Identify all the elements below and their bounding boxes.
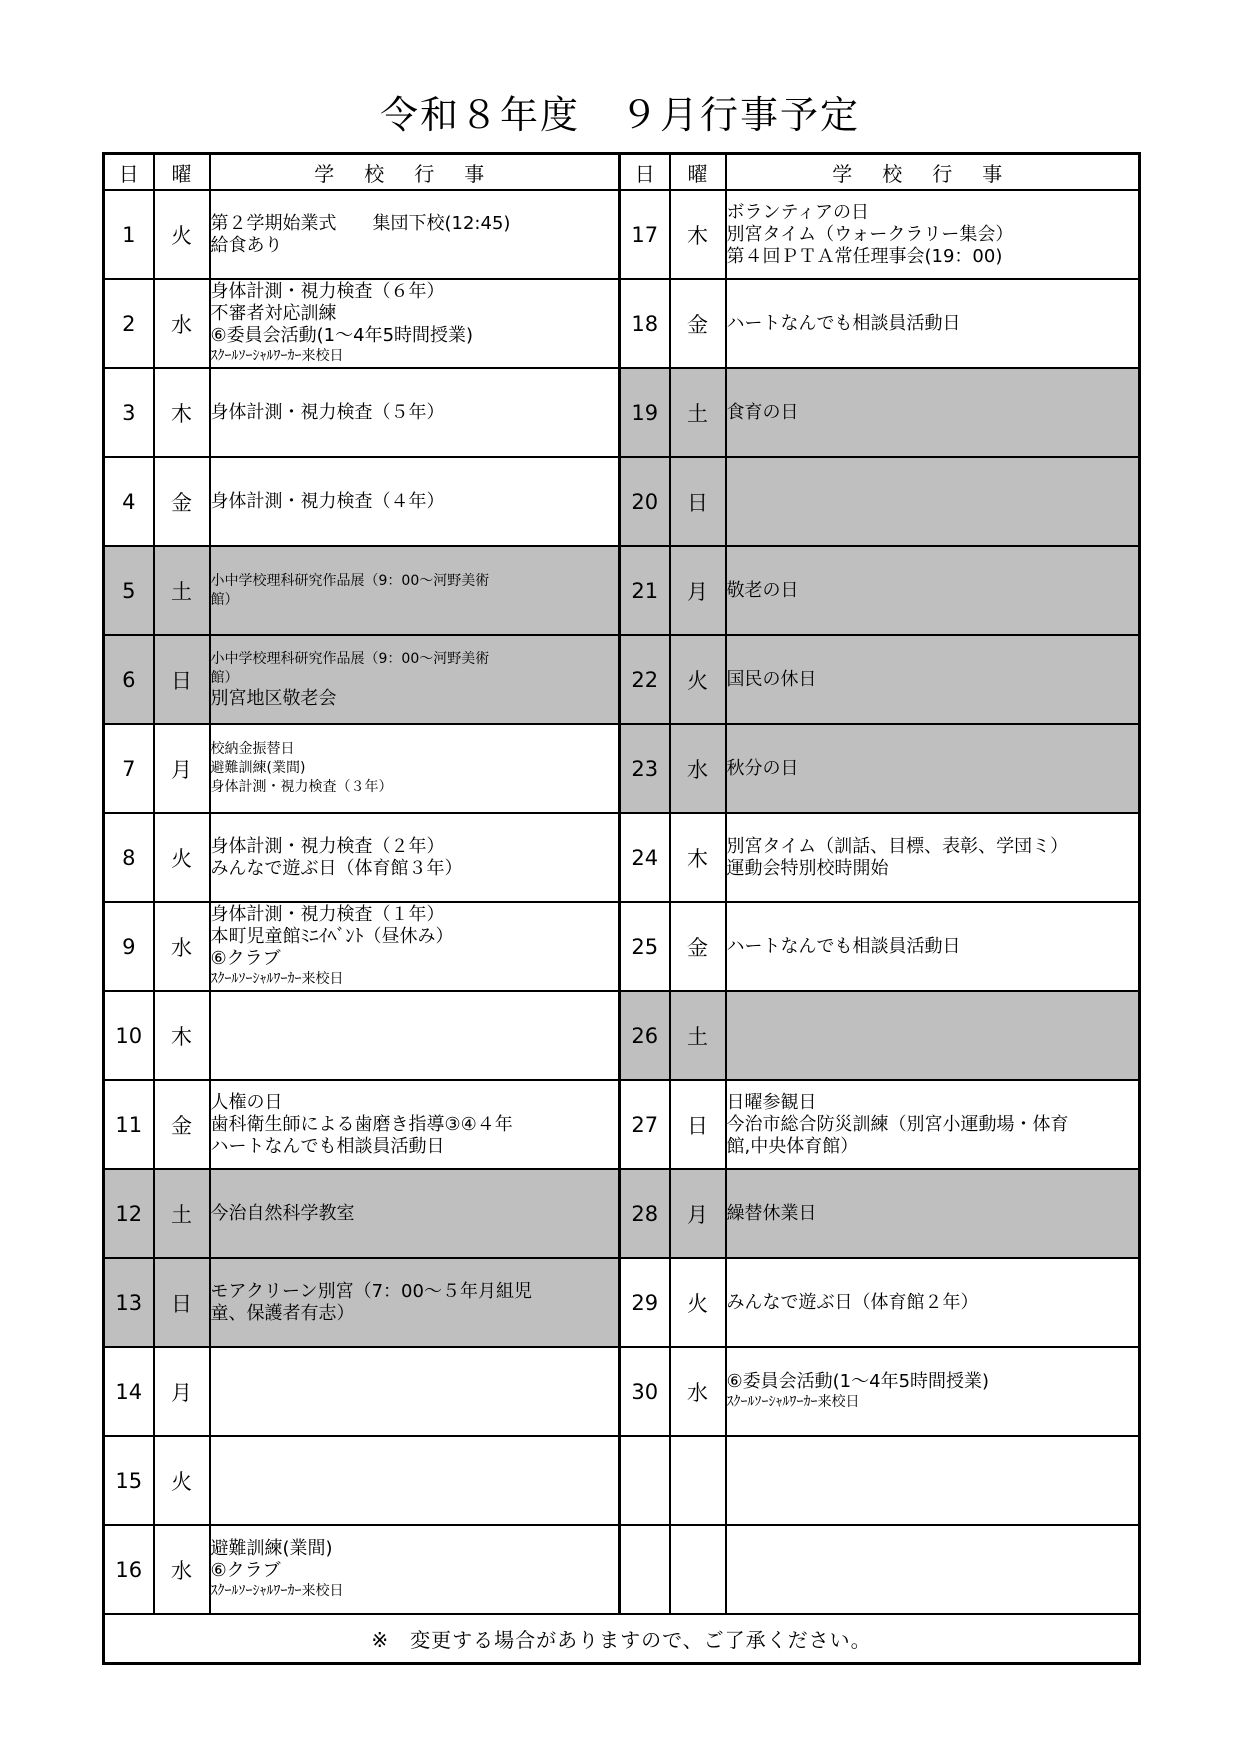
event-line: 別宮地区敬老会 [210, 687, 337, 709]
day-number: 17 [620, 190, 670, 279]
event-line: 敬老の日 [726, 579, 799, 601]
weekday: 土 [154, 546, 210, 635]
event-cell [210, 190, 620, 279]
day-number: 24 [620, 813, 670, 902]
event-cell [210, 1080, 620, 1169]
event-cell [726, 902, 1140, 991]
event-line: ハートなんでも相談員活動日 [726, 312, 961, 334]
event-cell [210, 1347, 620, 1436]
header-weekday: 曜 [670, 154, 726, 191]
day-number: 30 [620, 1347, 670, 1436]
event-cell [210, 457, 620, 546]
weekday: 日 [670, 457, 726, 546]
event-cell [726, 1347, 1140, 1436]
event-line: 館,中央体育館） [726, 1135, 859, 1157]
day-number: 21 [620, 546, 670, 635]
event-cell [726, 813, 1140, 902]
day-number: 5 [104, 546, 154, 635]
day-number: 26 [620, 991, 670, 1080]
day-number: 4 [104, 457, 154, 546]
weekday: 金 [670, 279, 726, 368]
event-line: ｽｸｰﾙｿｰｼｬﾙﾜｰｶｰ来校日 [210, 1583, 344, 1599]
weekday: 土 [154, 1169, 210, 1258]
event-line: 身体計測・視力検査（３年） [210, 779, 393, 795]
event-line: みんなで遊ぶ日（体育館３年） [210, 857, 463, 879]
event-cell [210, 991, 620, 1080]
event-cell [210, 1169, 620, 1258]
day-number: 12 [104, 1169, 154, 1258]
header-day: 日 [104, 154, 154, 191]
schedule-row [104, 457, 1140, 546]
event-cell [210, 368, 620, 457]
event-line: 身体計測・視力検査（５年） [210, 401, 445, 423]
event-cell [726, 1258, 1140, 1347]
event-line: 身体計測・視力検査（２年） [210, 835, 445, 857]
event-line: 今治市総合防災訓練（別宮小運動場・体育 [726, 1113, 1069, 1135]
schedule-row [104, 1436, 1140, 1525]
day-number: 9 [104, 902, 154, 991]
weekday [670, 1525, 726, 1614]
weekday: 月 [670, 546, 726, 635]
weekday: 木 [154, 991, 210, 1080]
day-number: 1 [104, 190, 154, 279]
event-line: ｽｸｰﾙｿｰｼｬﾙﾜｰｶｰ来校日 [210, 971, 344, 987]
day-number: 23 [620, 724, 670, 813]
day-number: 7 [104, 724, 154, 813]
weekday: 水 [670, 1347, 726, 1436]
day-number: 15 [104, 1436, 154, 1525]
event-cell [726, 991, 1140, 1080]
day-number: 20 [620, 457, 670, 546]
event-cell [726, 724, 1140, 813]
event-cell [210, 902, 620, 991]
event-cell [726, 546, 1140, 635]
schedule-row [104, 635, 1140, 724]
event-cell [726, 368, 1140, 457]
schedule-row [104, 1169, 1140, 1258]
header-day: 日 [620, 154, 670, 191]
weekday: 火 [154, 190, 210, 279]
event-line: ⑥クラブ [210, 948, 281, 969]
weekday: 木 [670, 190, 726, 279]
event-cell [210, 813, 620, 902]
weekday: 水 [670, 724, 726, 813]
event-cell [726, 279, 1140, 368]
event-line: 今治自然科学教室 [210, 1202, 355, 1224]
day-number: 28 [620, 1169, 670, 1258]
event-line: 人権の日 [210, 1091, 283, 1113]
schedule-row [104, 1525, 1140, 1614]
day-number: 6 [104, 635, 154, 724]
event-line: ⑥委員会活動(1～4年5時間授業) [210, 325, 474, 346]
day-number: 29 [620, 1258, 670, 1347]
event-line: 校納金振替日 [210, 741, 295, 757]
day-number [620, 1436, 670, 1525]
weekday: 水 [154, 902, 210, 991]
header-row [104, 154, 1140, 191]
event-line: 食育の日 [726, 401, 799, 423]
day-number: 27 [620, 1080, 670, 1169]
event-cell [210, 1525, 620, 1614]
event-line: 繰替休業日 [726, 1202, 817, 1224]
event-line: 運動会特別校時開始 [726, 857, 889, 879]
weekday: 月 [670, 1169, 726, 1258]
weekday: 月 [154, 1347, 210, 1436]
schedule-row [104, 368, 1140, 457]
event-cell [210, 1258, 620, 1347]
event-line: 身体計測・視力検査（１年） [210, 904, 445, 925]
event-line: 第４回ＰＴＡ常任理事会(19：00) [726, 245, 1003, 267]
event-line: 館） [210, 669, 239, 686]
event-line: みんなで遊ぶ日（体育館２年） [726, 1291, 979, 1313]
event-line: ハートなんでも相談員活動日 [726, 935, 961, 957]
weekday: 金 [154, 1080, 210, 1169]
event-cell [210, 1436, 620, 1525]
event-line: 避難訓練(業間) [210, 760, 306, 776]
event-cell [210, 724, 620, 813]
footer-note: ※ 変更する場合がありますので、ご了承ください。 [104, 1614, 1140, 1664]
event-line: ⑥委員会活動(1～4年5時間授業) [726, 1371, 990, 1392]
event-line: 本町児童館ﾐﾆｲﾍﾞﾝﾄ（昼休み） [210, 926, 454, 947]
event-line: 別宮タイム（ウォークラリー集会） [726, 223, 1014, 245]
weekday: 日 [154, 1258, 210, 1347]
event-line: 歯科衛生師による歯磨き指導③④４年 [210, 1113, 513, 1135]
header-events: 学校行事 [210, 154, 620, 191]
schedule-row [104, 724, 1140, 813]
event-line: 秋分の日 [726, 757, 799, 779]
event-line: 第２学期始業式 集団下校(12:45) [210, 212, 511, 234]
day-number: 11 [104, 1080, 154, 1169]
event-cell [726, 1080, 1140, 1169]
weekday: 水 [154, 279, 210, 368]
weekday: 金 [154, 457, 210, 546]
weekday: 土 [670, 368, 726, 457]
event-line: 給食あり [210, 234, 283, 256]
page-title: 令和８年度 ９月行事予定 [379, 93, 860, 137]
event-line: ボランティアの日 [726, 201, 870, 223]
weekday: 日 [670, 1080, 726, 1169]
weekday: 水 [154, 1525, 210, 1614]
weekday: 火 [670, 1258, 726, 1347]
day-number: 22 [620, 635, 670, 724]
weekday: 土 [670, 991, 726, 1080]
day-number: 3 [104, 368, 154, 457]
footer-row [104, 1614, 1140, 1664]
schedule-row [104, 279, 1140, 368]
header-events: 学校行事 [726, 154, 1140, 191]
day-number [620, 1525, 670, 1614]
day-number: 2 [104, 279, 154, 368]
weekday: 木 [154, 368, 210, 457]
day-number: 14 [104, 1347, 154, 1436]
schedule-row [104, 991, 1140, 1080]
event-cell [210, 279, 620, 368]
event-line: 国民の休日 [726, 668, 817, 690]
event-cell [210, 635, 620, 724]
event-line: 避難訓練(業間) [210, 1538, 333, 1559]
weekday [670, 1436, 726, 1525]
event-line: 別宮タイム（訓話、目標、表彰、学団ミ） [726, 835, 1069, 857]
event-cell [210, 546, 620, 635]
event-line: モアクリーン別宮（7：00～５年月組児 [210, 1280, 532, 1302]
event-line: 日曜参観日 [726, 1091, 817, 1113]
event-line: ハートなんでも相談員活動日 [210, 1135, 445, 1157]
day-number: 8 [104, 813, 154, 902]
event-cell [726, 1436, 1140, 1525]
schedule-row [104, 813, 1140, 902]
schedule-row [104, 1347, 1140, 1436]
event-line: ｽｸｰﾙｿｰｼｬﾙﾜｰｶｰ来校日 [726, 1394, 860, 1410]
schedule-row [104, 190, 1140, 279]
day-number: 13 [104, 1258, 154, 1347]
day-number: 18 [620, 279, 670, 368]
schedule-table [102, 152, 1141, 1665]
weekday: 日 [154, 635, 210, 724]
event-line: 身体計測・視力検査（６年） [210, 281, 445, 302]
event-cell [726, 635, 1140, 724]
event-line: 館） [210, 591, 239, 608]
event-line: 身体計測・視力検査（４年） [210, 490, 445, 512]
schedule-row [104, 1258, 1140, 1347]
schedule-row [104, 902, 1140, 991]
weekday: 金 [670, 902, 726, 991]
weekday: 火 [670, 635, 726, 724]
event-cell [726, 457, 1140, 546]
schedule-row [104, 546, 1140, 635]
event-line: 小中学校理科研究作品展（9：00～河野美術 [210, 572, 490, 589]
weekday: 木 [670, 813, 726, 902]
day-number: 19 [620, 368, 670, 457]
event-line: ⑥クラブ [210, 1560, 281, 1581]
weekday: 火 [154, 1436, 210, 1525]
event-cell [726, 1169, 1140, 1258]
event-cell [726, 1525, 1140, 1614]
weekday: 月 [154, 724, 210, 813]
day-number: 10 [104, 991, 154, 1080]
day-number: 25 [620, 902, 670, 991]
weekday: 火 [154, 813, 210, 902]
event-line: 童、保護者有志） [210, 1302, 355, 1324]
event-line: 不審者対応訓練 [210, 303, 337, 324]
day-number: 16 [104, 1525, 154, 1614]
event-line: ｽｸｰﾙｿｰｼｬﾙﾜｰｶｰ来校日 [210, 348, 344, 364]
schedule-row [104, 1080, 1140, 1169]
event-cell [726, 190, 1140, 279]
event-line: 小中学校理科研究作品展（9：00～河野美術 [210, 650, 490, 667]
header-weekday: 曜 [154, 154, 210, 191]
